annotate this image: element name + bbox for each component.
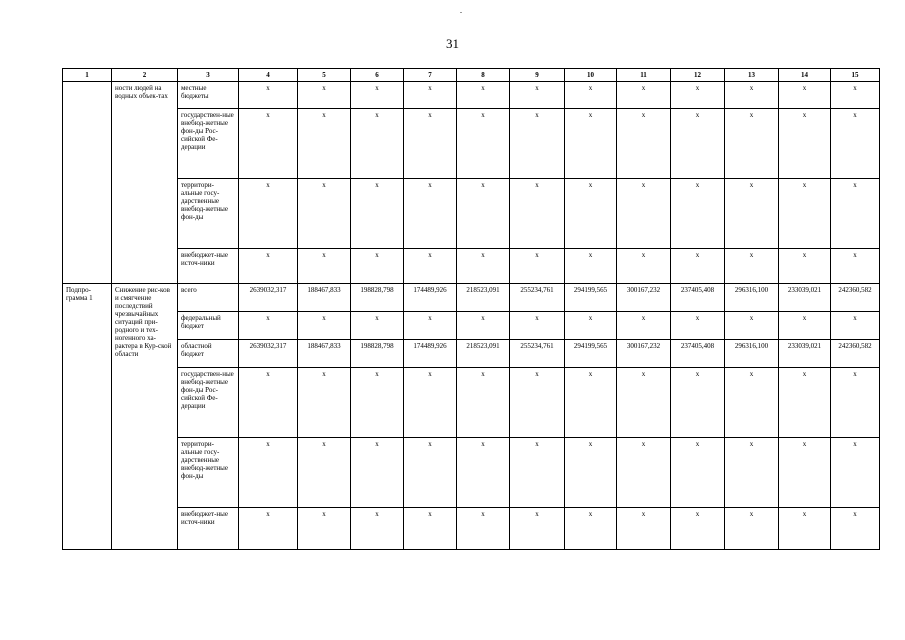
table-row bbox=[63, 340, 880, 368]
funding-source-cell: всего bbox=[178, 284, 239, 312]
value-cell: x bbox=[239, 508, 298, 550]
column-header: 1 bbox=[63, 69, 112, 82]
value-cell: x bbox=[779, 249, 831, 284]
value-cell: x bbox=[617, 179, 671, 249]
value-cell: x bbox=[239, 179, 298, 249]
value-cell: x bbox=[351, 109, 404, 179]
page-number: 31 bbox=[446, 36, 459, 51]
value-cell: x bbox=[298, 312, 351, 340]
value-cell: x bbox=[617, 249, 671, 284]
value-cell: x bbox=[404, 179, 457, 249]
value-cell: x bbox=[457, 249, 510, 284]
value-cell: x bbox=[565, 109, 617, 179]
value-cell: x bbox=[779, 179, 831, 249]
value-cell: x bbox=[510, 368, 565, 438]
value-cell: x bbox=[831, 508, 880, 550]
value-cell: 218523,091 bbox=[457, 284, 510, 312]
value-cell: 294199,565 bbox=[565, 340, 617, 368]
funding-source-cell: федеральный бюджет bbox=[178, 312, 239, 340]
table-row bbox=[63, 249, 880, 284]
value-cell: x bbox=[404, 438, 457, 508]
funding-source-cell: государствен-ные внебюд-жетные фон-ды Рос-сийской Фе-дерации bbox=[178, 368, 239, 438]
value-cell: x bbox=[671, 179, 725, 249]
column-header: 9 bbox=[510, 69, 565, 82]
value-cell: x bbox=[565, 368, 617, 438]
value-cell: x bbox=[404, 312, 457, 340]
value-cell: x bbox=[779, 508, 831, 550]
value-cell: x bbox=[725, 508, 779, 550]
value-cell: x bbox=[671, 438, 725, 508]
column-header: 3 bbox=[178, 69, 239, 82]
value-cell: x bbox=[831, 82, 880, 109]
value-cell: x bbox=[671, 312, 725, 340]
value-cell: x bbox=[671, 368, 725, 438]
value-cell: 198828,798 bbox=[351, 340, 404, 368]
value-cell: x bbox=[510, 438, 565, 508]
value-cell: x bbox=[831, 249, 880, 284]
value-cell: x bbox=[831, 312, 880, 340]
value-cell: x bbox=[725, 82, 779, 109]
value-cell: x bbox=[671, 249, 725, 284]
table-row bbox=[63, 368, 880, 438]
value-cell: x bbox=[725, 438, 779, 508]
column-header: 12 bbox=[671, 69, 725, 82]
value-cell: x bbox=[831, 179, 880, 249]
value-cell: x bbox=[239, 109, 298, 179]
value-cell: x bbox=[565, 438, 617, 508]
value-cell: x bbox=[404, 109, 457, 179]
budget-table bbox=[62, 68, 880, 550]
column-header: 2 bbox=[112, 69, 178, 82]
funding-source-cell: территори-альные госу-дарственные внебюд-жетные фон-ды bbox=[178, 179, 239, 249]
value-cell: x bbox=[510, 508, 565, 550]
value-cell: 300167,232 bbox=[617, 340, 671, 368]
value-cell: x bbox=[725, 312, 779, 340]
value-cell: x bbox=[298, 508, 351, 550]
value-cell: x bbox=[617, 508, 671, 550]
value-cell: x bbox=[510, 82, 565, 109]
value-cell: 237405,408 bbox=[671, 284, 725, 312]
value-cell: x bbox=[565, 179, 617, 249]
value-cell: x bbox=[298, 109, 351, 179]
value-cell: x bbox=[617, 82, 671, 109]
value-cell: 2639032,317 bbox=[239, 284, 298, 312]
value-cell: x bbox=[457, 82, 510, 109]
value-cell: x bbox=[351, 508, 404, 550]
value-cell: x bbox=[565, 249, 617, 284]
column-header: 5 bbox=[298, 69, 351, 82]
value-cell: x bbox=[779, 438, 831, 508]
value-cell: x bbox=[404, 82, 457, 109]
program-cell: Подпро-грамма 1 bbox=[63, 284, 112, 550]
value-cell: x bbox=[725, 249, 779, 284]
funding-source-cell: областной бюджет bbox=[178, 340, 239, 368]
value-cell: x bbox=[779, 312, 831, 340]
value-cell: 188467,833 bbox=[298, 284, 351, 312]
value-cell: x bbox=[404, 508, 457, 550]
value-cell: x bbox=[404, 368, 457, 438]
value-cell: 2639032,317 bbox=[239, 340, 298, 368]
table-row bbox=[63, 109, 880, 179]
value-cell: 242360,582 bbox=[831, 284, 880, 312]
value-cell: 242360,582 bbox=[831, 340, 880, 368]
value-cell: 255234,761 bbox=[510, 340, 565, 368]
value-cell: x bbox=[351, 179, 404, 249]
program-cell bbox=[63, 82, 112, 284]
value-cell: x bbox=[671, 82, 725, 109]
value-cell: x bbox=[298, 249, 351, 284]
table-row bbox=[63, 438, 880, 508]
column-header: 11 bbox=[617, 69, 671, 82]
table-row bbox=[63, 312, 880, 340]
value-cell: x bbox=[298, 438, 351, 508]
value-cell: x bbox=[617, 312, 671, 340]
funding-source-cell: внебюджет-ные источ-ники bbox=[178, 249, 239, 284]
table-row bbox=[63, 508, 880, 550]
value-cell: x bbox=[779, 368, 831, 438]
value-cell: x bbox=[298, 179, 351, 249]
value-cell: x bbox=[457, 109, 510, 179]
value-cell: x bbox=[351, 82, 404, 109]
column-header: 8 bbox=[457, 69, 510, 82]
column-header: 4 bbox=[239, 69, 298, 82]
value-cell: x bbox=[831, 368, 880, 438]
value-cell: x bbox=[510, 249, 565, 284]
column-header: 14 bbox=[779, 69, 831, 82]
value-cell: x bbox=[404, 249, 457, 284]
value-cell: x bbox=[351, 368, 404, 438]
column-header: 13 bbox=[725, 69, 779, 82]
funding-source-cell: территори-альные госу-дарственные внебюд-жетные фон-ды bbox=[178, 438, 239, 508]
funding-source-cell: государствен-ные внебюд-жетные фон-ды Рос-сийской Фе-дерации bbox=[178, 109, 239, 179]
value-cell: x bbox=[239, 368, 298, 438]
value-cell: x bbox=[351, 249, 404, 284]
value-cell: 294199,565 bbox=[565, 284, 617, 312]
value-cell: x bbox=[457, 508, 510, 550]
value-cell: x bbox=[671, 508, 725, 550]
value-cell: 296316,100 bbox=[725, 284, 779, 312]
value-cell: x bbox=[725, 109, 779, 179]
value-cell: x bbox=[565, 82, 617, 109]
table-row bbox=[63, 179, 880, 249]
funding-source-cell: внебюджет-ные источ-ники bbox=[178, 508, 239, 550]
header-row bbox=[63, 69, 880, 82]
value-cell: x bbox=[298, 82, 351, 109]
value-cell: 198828,798 bbox=[351, 284, 404, 312]
table-row bbox=[63, 284, 880, 312]
value-cell: x bbox=[725, 179, 779, 249]
scan-speck bbox=[460, 12, 462, 13]
value-cell: x bbox=[510, 179, 565, 249]
column-header: 7 bbox=[404, 69, 457, 82]
value-cell: x bbox=[617, 438, 671, 508]
value-cell: x bbox=[457, 179, 510, 249]
value-cell: x bbox=[510, 109, 565, 179]
value-cell: 188467,833 bbox=[298, 340, 351, 368]
value-cell: 300167,232 bbox=[617, 284, 671, 312]
table-body bbox=[63, 69, 880, 550]
value-cell: x bbox=[351, 312, 404, 340]
value-cell: x bbox=[831, 438, 880, 508]
value-cell: x bbox=[457, 438, 510, 508]
value-cell: 237405,408 bbox=[671, 340, 725, 368]
value-cell: x bbox=[779, 82, 831, 109]
value-cell: x bbox=[831, 109, 880, 179]
description-cell: Снижение рис-ков и смягчение последствий чрезвычайных ситуаций при-родного и тех-ногенного ха-рактера в Кур-ской области bbox=[112, 284, 178, 550]
value-cell: x bbox=[725, 368, 779, 438]
value-cell: x bbox=[457, 312, 510, 340]
value-cell: 174489,926 bbox=[404, 340, 457, 368]
value-cell: x bbox=[298, 368, 351, 438]
value-cell: 255234,761 bbox=[510, 284, 565, 312]
value-cell: 233039,021 bbox=[779, 284, 831, 312]
funding-source-cell: местные бюджеты bbox=[178, 82, 239, 109]
value-cell: x bbox=[565, 312, 617, 340]
value-cell: x bbox=[457, 368, 510, 438]
value-cell: x bbox=[239, 249, 298, 284]
value-cell: x bbox=[239, 312, 298, 340]
table-row bbox=[63, 82, 880, 109]
value-cell: x bbox=[239, 438, 298, 508]
value-cell: 296316,100 bbox=[725, 340, 779, 368]
value-cell: x bbox=[671, 109, 725, 179]
column-header: 15 bbox=[831, 69, 880, 82]
value-cell: 233039,021 bbox=[779, 340, 831, 368]
value-cell: x bbox=[510, 312, 565, 340]
value-cell: x bbox=[617, 109, 671, 179]
description-cell: ности людей на водных объек-тах bbox=[112, 82, 178, 284]
value-cell: x bbox=[617, 368, 671, 438]
value-cell: x bbox=[351, 438, 404, 508]
value-cell: x bbox=[239, 82, 298, 109]
value-cell: x bbox=[779, 109, 831, 179]
value-cell: 218523,091 bbox=[457, 340, 510, 368]
value-cell: x bbox=[565, 508, 617, 550]
value-cell: 174489,926 bbox=[404, 284, 457, 312]
column-header: 6 bbox=[351, 69, 404, 82]
column-header: 10 bbox=[565, 69, 617, 82]
